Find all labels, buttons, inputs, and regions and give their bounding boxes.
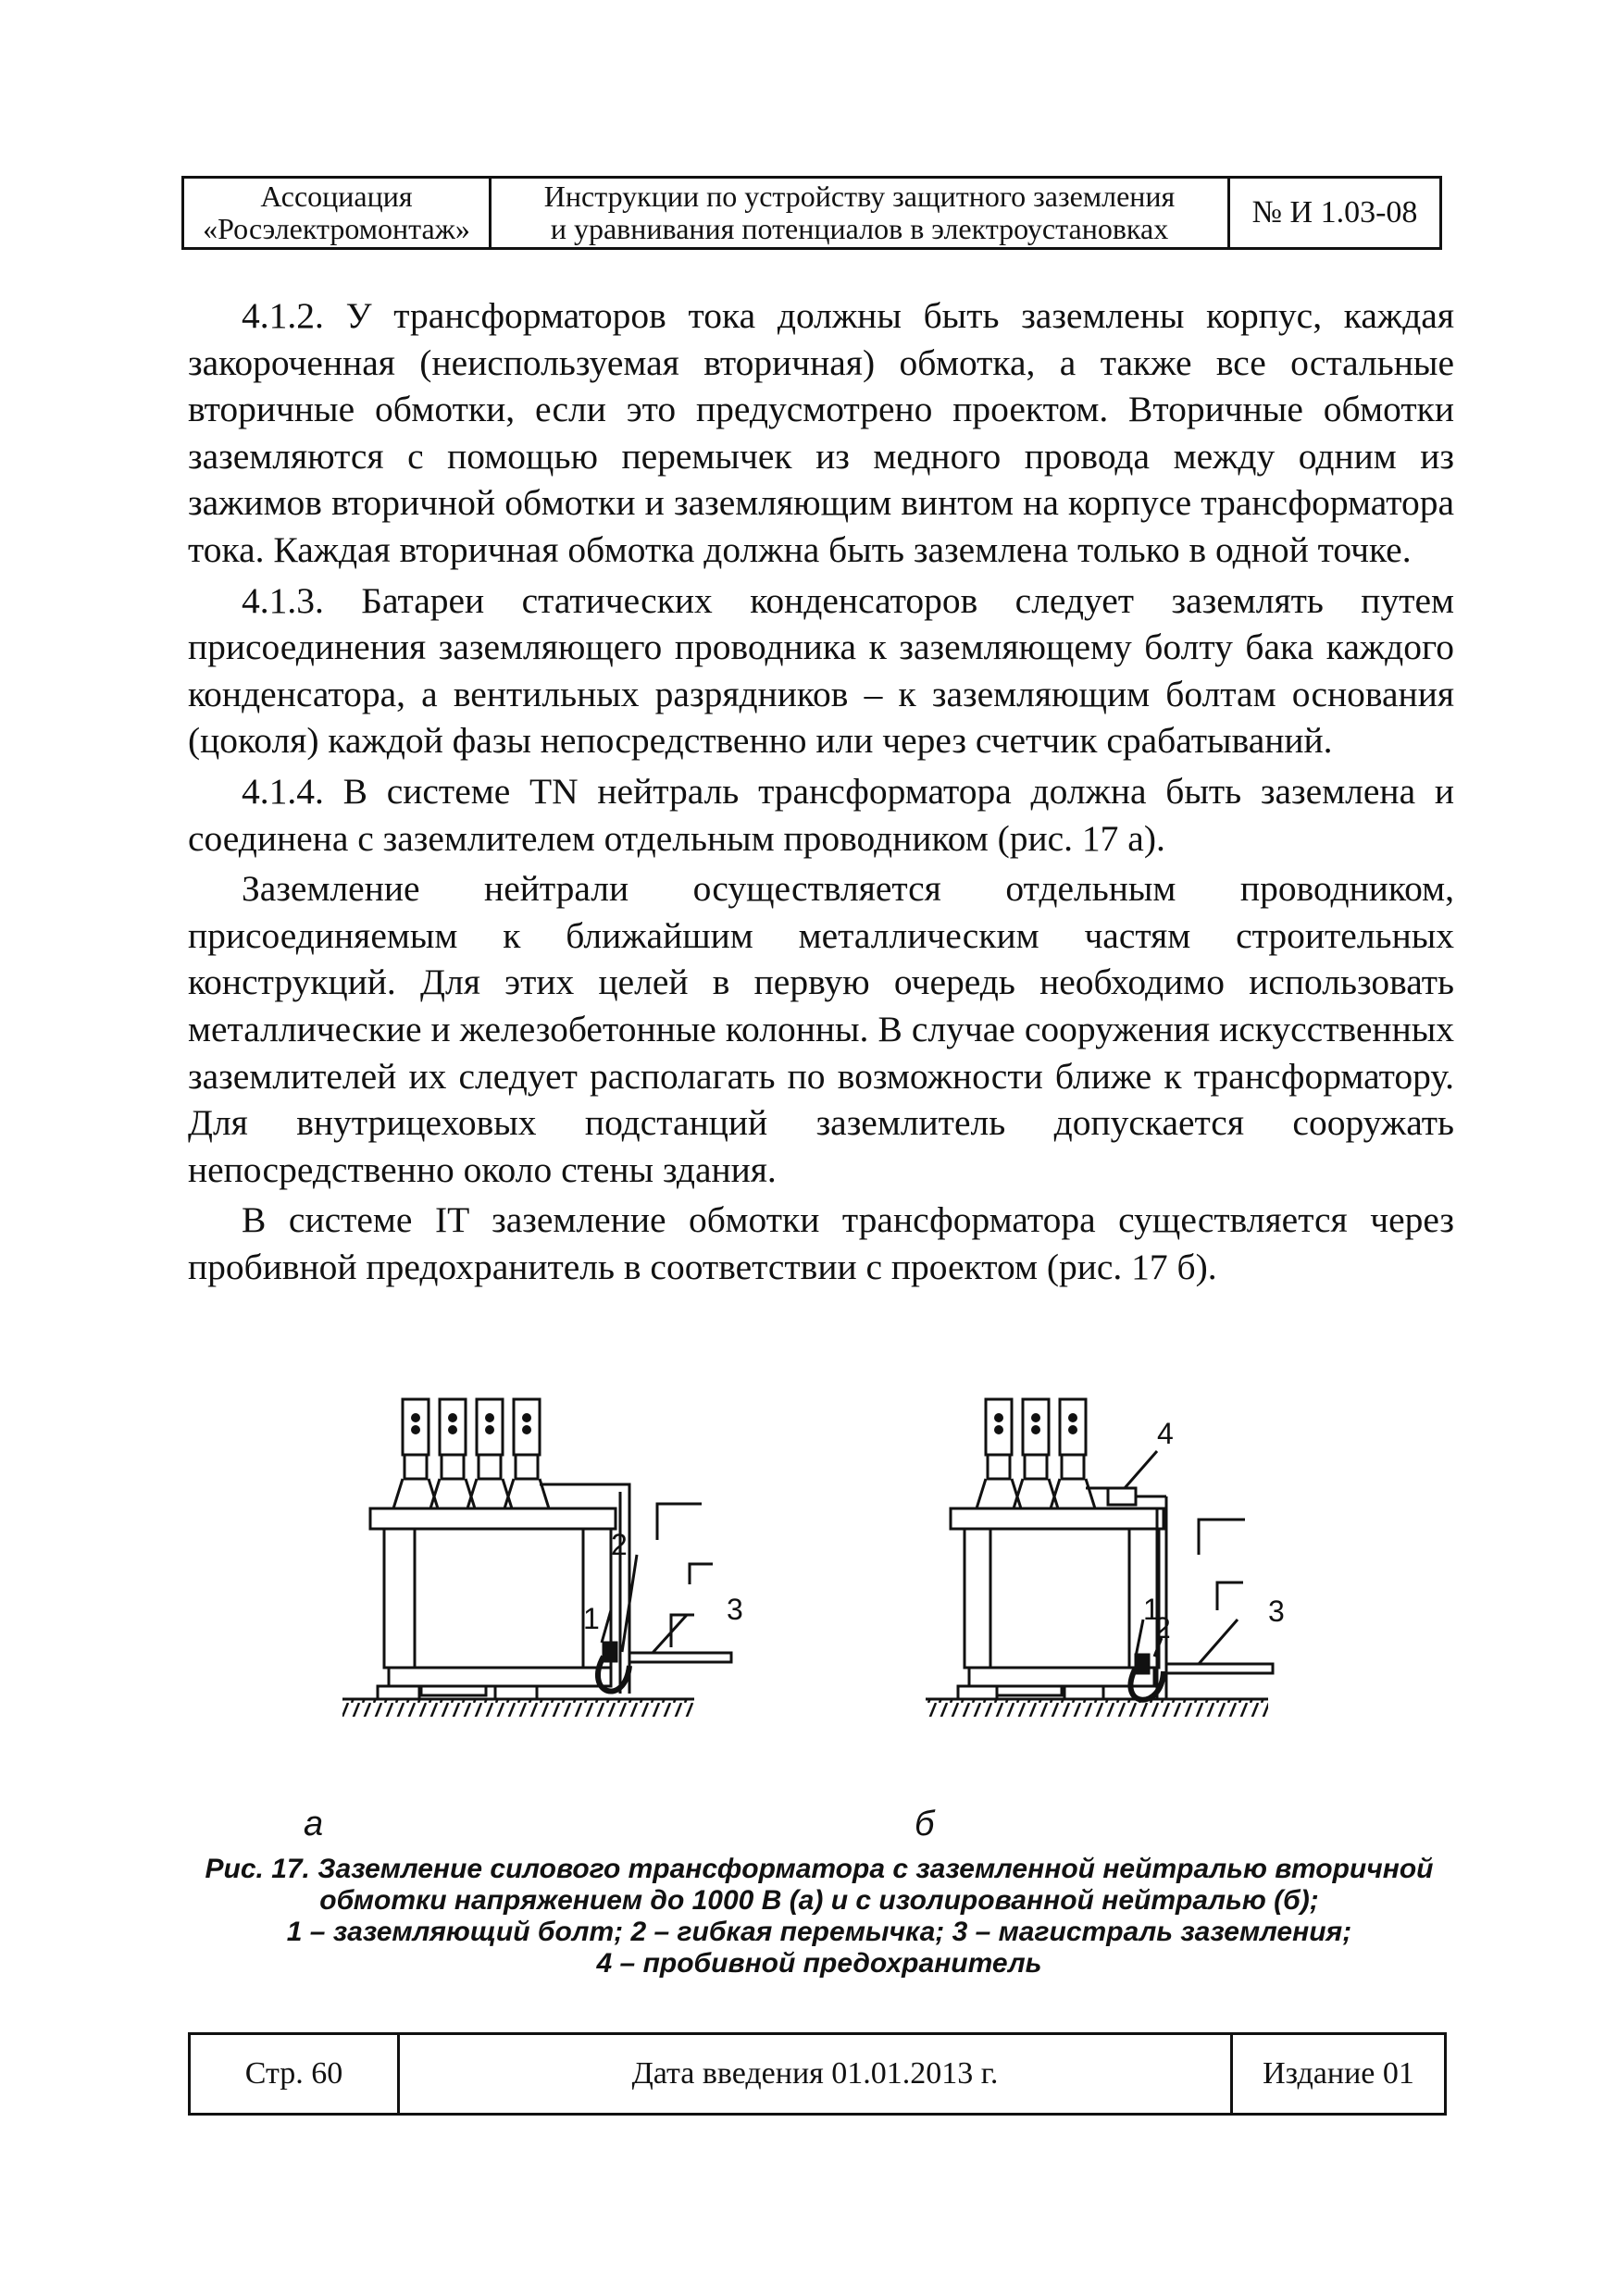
- paragraph-4-1-3: 4.1.3. Батареи статических конденсаторов следует заземлять путем присоединения заземляющего проводника к заземляющему болту бака каждого конденсатора, а вентильных разрядников – к заземляющим болтам основания (цоколя) каждой фазы непосредственно или через счетчик срабатываний.: [188, 579, 1454, 762]
- caption-line-2: обмотки напряжением до 1000 В (а) и с изолированной нейтралью (б);: [319, 1885, 1319, 1916]
- caption-line-4: 4 – пробивной предохранитель: [596, 1948, 1042, 1979]
- callout-3: 3: [1268, 1595, 1285, 1628]
- document-title-line-2: и уравнивания потенциалов в электроустановках: [550, 212, 1169, 245]
- effective-date: Дата введения 01.01.2013 г.: [400, 2035, 1233, 2113]
- paragraph-4-1-2: 4.1.2. У трансформаторов тока должны быть заземлены корпус, каждая закороченная (неиспользуемая вторичная) обмотка, а также все остальные вторичные обмотки, если это предусмотрено проектом. Вторичные обмотки заземляются с помощью перемычек из медного провода между одним из зажимов вторичной обмотки и заземляющим винтом на корпусе трансформатора тока. Каждая вторичная обмотка должна быть заземлена только в одной точке.: [188, 295, 1454, 570]
- document-title-line-1: Инструкции по устройству защитного заземления: [543, 180, 1176, 213]
- callout-3: 3: [727, 1593, 743, 1626]
- document-header: [181, 176, 1442, 250]
- paragraph-4-1-4: 4.1.4. В системе TN нейтраль трансформатора должна быть заземлена и соединена с заземлителем отдельным проводником (рис. 17 а).: [188, 770, 1454, 859]
- body-text: [188, 292, 1454, 1290]
- organization-cell: [184, 179, 492, 247]
- document-title-cell: [492, 179, 1230, 247]
- figure-caption: [185, 1854, 1453, 1980]
- caption-line-1: Рис. 17. Заземление силового трансформатора с заземленной нейтралью вторичной: [205, 1854, 1434, 1884]
- edition: Издание 01: [1263, 2056, 1414, 2091]
- figure-label-a: а: [304, 1805, 324, 1843]
- document-number: № И 1.03-08: [1251, 195, 1418, 230]
- callout-2: 2: [611, 1528, 628, 1561]
- callout-2: 2: [1154, 1611, 1171, 1644]
- caption-line-3: 1 – заземляющий болт; 2 – гибкая перемычка; 3 – магистраль заземления;: [286, 1917, 1352, 1947]
- transformer-diagram-b: [893, 1388, 1328, 1823]
- transformer-diagram-a: [305, 1388, 741, 1823]
- organization-line-2: «Росэлектромонтаж»: [203, 212, 470, 245]
- document-footer: [188, 2032, 1447, 2116]
- callout-4: 4: [1157, 1417, 1174, 1450]
- callout-1: 1: [583, 1602, 600, 1635]
- organization-line-1: Ассоциация: [260, 180, 413, 213]
- page-number: Стр. 60: [191, 2035, 400, 2113]
- paragraph-it-system: В системе IT заземление обмотки трансформатора существляется через пробивной предохранитель в соответствии с проектом (рис. 17 б).: [188, 1199, 1454, 1287]
- paragraph-neutral-grounding: Заземление нейтрали осуществляется отдельным проводником, присоединяемым к ближайшим металлическим частям строительных конструкций. Для этих целей в первую очередь необходимо использовать металлические и железобетонные колонны. В случае сооружения искусственных заземлителей их следует располагать по возможности ближе к трансформатору. Для внутрицеховых подстанций заземлитель допускается сооружать непосредственно около стены здания.: [188, 868, 1454, 1190]
- figure-label-b: б: [915, 1805, 935, 1843]
- callout-1: 1: [1143, 1593, 1160, 1626]
